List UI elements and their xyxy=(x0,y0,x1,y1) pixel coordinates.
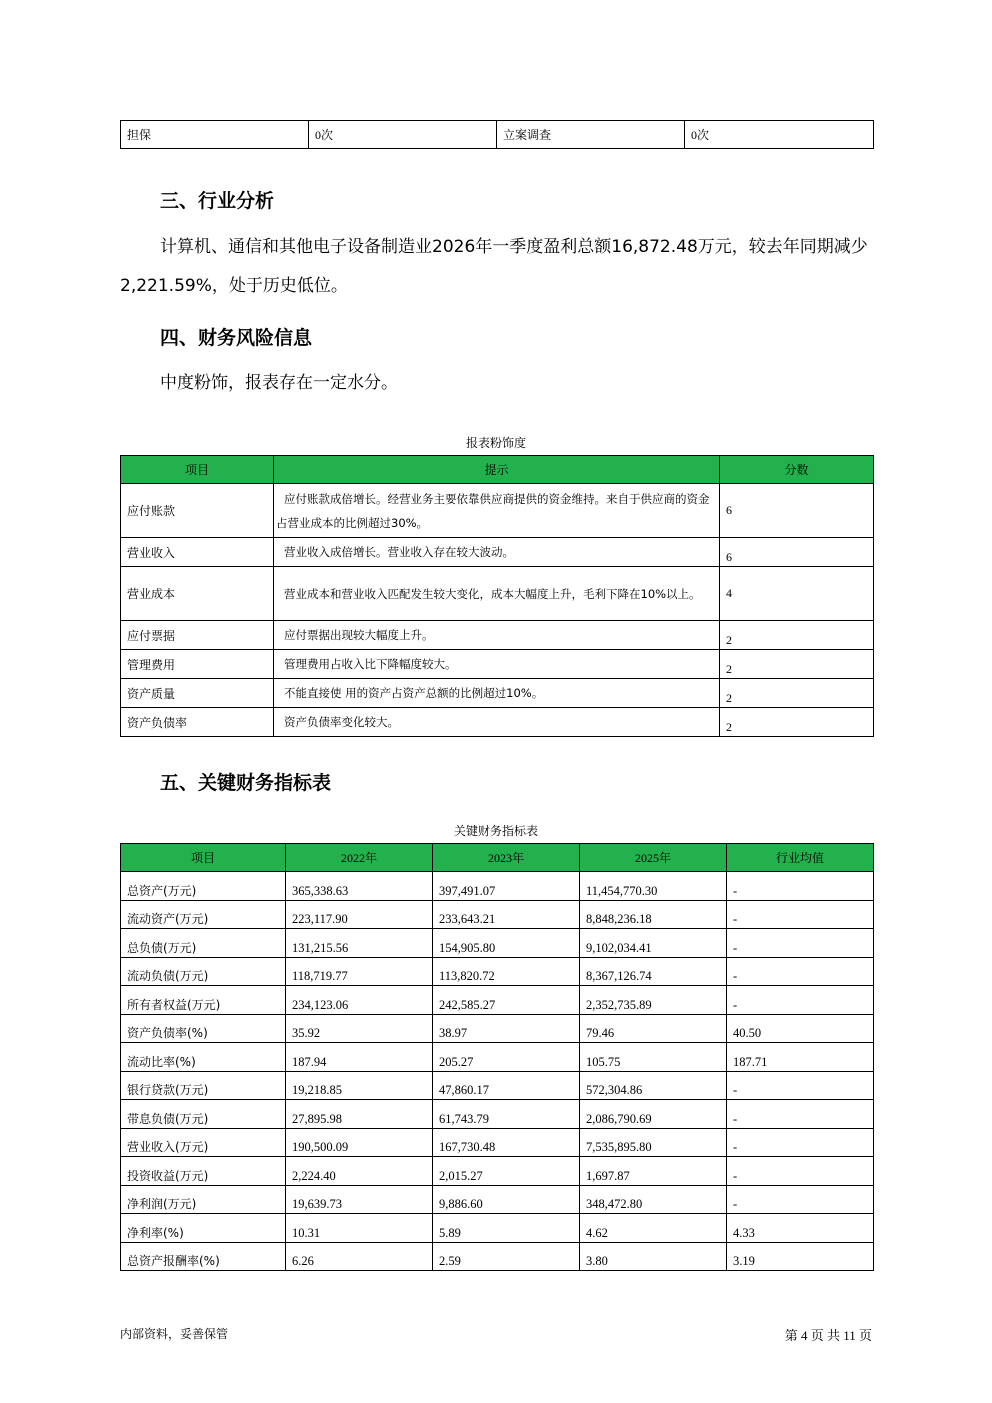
column-header: 2025年 xyxy=(580,844,727,872)
table-row xyxy=(121,708,874,737)
metric-value-cell: 190,500.09 xyxy=(286,1128,433,1157)
metric-value-cell: 8,848,236.18 xyxy=(580,900,727,929)
metric-value-cell: 4.33 xyxy=(727,1214,874,1243)
metric-value-cell: 40.50 xyxy=(727,1014,874,1043)
table-row xyxy=(121,484,874,538)
metric-value-cell: 9,886.60 xyxy=(433,1185,580,1214)
metric-value-cell: 223,117.90 xyxy=(286,900,433,929)
metric-value-cell: 19,639.73 xyxy=(286,1185,433,1214)
tip-cell: 应付票据出现较大幅度上升。 xyxy=(274,621,720,650)
table-row xyxy=(121,1185,874,1214)
score-cell: 6 xyxy=(720,538,874,567)
metric-value-cell: 19,218.85 xyxy=(286,1071,433,1100)
score-cell: 2 xyxy=(720,679,874,708)
table-row xyxy=(121,1043,874,1072)
score-cell: 2 xyxy=(720,621,874,650)
column-header: 分数 xyxy=(720,456,874,484)
metric-value-cell: 35.92 xyxy=(286,1014,433,1043)
table-row xyxy=(121,121,874,149)
table-row xyxy=(121,1242,874,1271)
metric-value-cell: 205.27 xyxy=(433,1043,580,1072)
table-caption: 关键财务指标表 xyxy=(453,824,538,838)
item-cell: 资产负债率 xyxy=(121,708,274,737)
table-row xyxy=(121,621,874,650)
metric-value-cell: 2,086,790.69 xyxy=(580,1100,727,1129)
table-row xyxy=(121,1071,874,1100)
metric-value-cell: 1,697.87 xyxy=(580,1157,727,1186)
metric-name-cell: 投资收益(万元) xyxy=(121,1157,286,1186)
metric-value-cell: - xyxy=(727,872,874,901)
table-row xyxy=(121,679,874,708)
metric-value-cell: 79.46 xyxy=(580,1014,727,1043)
score-cell: 2 xyxy=(720,650,874,679)
item-cell: 应付账款 xyxy=(121,484,274,538)
item-cell: 营业收入 xyxy=(121,538,274,567)
column-header: 行业均值 xyxy=(727,844,874,872)
footer-confidential: 内部资料，妥善保管 xyxy=(120,1327,229,1341)
metric-value-cell: 9,102,034.41 xyxy=(580,929,727,958)
item-cell: 应付票据 xyxy=(121,621,274,650)
table-row xyxy=(121,957,874,986)
metric-value-cell: - xyxy=(727,1157,874,1186)
table-row xyxy=(121,900,874,929)
item-cell: 营业成本 xyxy=(121,567,274,621)
metric-value-cell: 27,895.98 xyxy=(286,1100,433,1129)
industry-paragraph: 计算机、通信和其他电子设备制造业2026年一季度盈利总额16,872.48万元，较去年同期减少2,221.59%，处于历史低位。 xyxy=(120,237,868,296)
table-row xyxy=(121,567,874,621)
column-header: 2022年 xyxy=(286,844,433,872)
metric-value-cell: - xyxy=(727,1100,874,1129)
metric-name-cell: 净利润(万元) xyxy=(121,1185,286,1214)
metric-value-cell: 365,338.63 xyxy=(286,872,433,901)
column-header: 项目 xyxy=(121,456,274,484)
risk-table xyxy=(120,455,874,737)
table-cell: 0次 xyxy=(309,121,497,149)
table-cell: 0次 xyxy=(685,121,874,149)
metric-name-cell: 营业收入(万元) xyxy=(121,1128,286,1157)
metric-value-cell: 47,860.17 xyxy=(433,1071,580,1100)
table-row xyxy=(121,1214,874,1243)
metric-value-cell: 572,304.86 xyxy=(580,1071,727,1100)
metric-name-cell: 流动负债(万元) xyxy=(121,957,286,986)
metric-value-cell: - xyxy=(727,900,874,929)
metric-value-cell: 8,367,126.74 xyxy=(580,957,727,986)
risk-paragraph: 中度粉饰，报表存在一定水分。 xyxy=(160,373,398,393)
table-cell: 担保 xyxy=(121,121,309,149)
metric-name-cell: 流动比率(%) xyxy=(121,1043,286,1072)
score-cell: 6 xyxy=(720,484,874,538)
table-caption: 报表粉饰度 xyxy=(465,436,526,450)
metric-value-cell: 3.19 xyxy=(727,1242,874,1271)
table-header-row xyxy=(121,844,874,872)
tip-cell: 营业收入成倍增长。营业收入存在较大波动。 xyxy=(274,538,720,567)
metric-value-cell: 11,454,770.30 xyxy=(580,872,727,901)
table-header-row xyxy=(121,456,874,484)
metric-value-cell: 10.31 xyxy=(286,1214,433,1243)
metric-name-cell: 银行贷款(万元) xyxy=(121,1071,286,1100)
metric-name-cell: 总资产(万元) xyxy=(121,872,286,901)
guarantee-table xyxy=(120,120,874,149)
metric-value-cell: - xyxy=(727,1071,874,1100)
metric-value-cell: 234,123.06 xyxy=(286,986,433,1015)
metric-value-cell: 4.62 xyxy=(580,1214,727,1243)
metric-value-cell: 242,585.27 xyxy=(433,986,580,1015)
item-cell: 资产质量 xyxy=(121,679,274,708)
score-cell: 4 xyxy=(720,567,874,621)
table-row xyxy=(121,872,874,901)
table-row xyxy=(121,1100,874,1129)
metric-value-cell: 105.75 xyxy=(580,1043,727,1072)
metric-name-cell: 总资产报酬率(%) xyxy=(121,1242,286,1271)
metric-value-cell: 61,743.79 xyxy=(433,1100,580,1129)
table-row xyxy=(121,1157,874,1186)
metric-value-cell: - xyxy=(727,1185,874,1214)
metric-name-cell: 总负债(万元) xyxy=(121,929,286,958)
item-cell: 管理费用 xyxy=(121,650,274,679)
metric-value-cell: 118,719.77 xyxy=(286,957,433,986)
metric-value-cell: 397,491.07 xyxy=(433,872,580,901)
metric-name-cell: 净利率(%) xyxy=(121,1214,286,1243)
table-row xyxy=(121,1014,874,1043)
metric-value-cell: 2,015.27 xyxy=(433,1157,580,1186)
metric-value-cell: 187.94 xyxy=(286,1043,433,1072)
metric-value-cell: 2,352,735.89 xyxy=(580,986,727,1015)
table-cell: 立案调查 xyxy=(497,121,685,149)
footer-page-number: 第 4 页 共 11 页 xyxy=(784,1328,872,1343)
metric-value-cell: - xyxy=(727,929,874,958)
column-header: 提示 xyxy=(274,456,720,484)
section-heading-risk: 四、财务风险信息 xyxy=(160,327,313,349)
metric-name-cell: 流动资产(万元) xyxy=(121,900,286,929)
metric-value-cell: - xyxy=(727,986,874,1015)
section-heading-industry: 三、行业分析 xyxy=(160,190,275,212)
table-row xyxy=(121,650,874,679)
metric-value-cell: 7,535,895.80 xyxy=(580,1128,727,1157)
column-header: 项目 xyxy=(121,844,286,872)
metric-value-cell: 187.71 xyxy=(727,1043,874,1072)
tip-cell: 应付账款成倍增长。经营业务主要依靠供应商提供的资金维持。来自于供应商的资金占营业成本的比例超过30%。 xyxy=(274,484,720,538)
metric-value-cell: 38.97 xyxy=(433,1014,580,1043)
metric-value-cell: 154,905.80 xyxy=(433,929,580,958)
score-cell: 2 xyxy=(720,708,874,737)
metric-value-cell: - xyxy=(727,1128,874,1157)
metric-value-cell: 167,730.48 xyxy=(433,1128,580,1157)
tip-cell: 营业成本和营业收入匹配发生较大变化，成本大幅度上升，毛利下降在10%以上。 xyxy=(274,567,720,621)
metric-name-cell: 资产负债率(%) xyxy=(121,1014,286,1043)
table-row xyxy=(121,1128,874,1157)
metric-value-cell: 5.89 xyxy=(433,1214,580,1243)
metric-value-cell: 233,643.21 xyxy=(433,900,580,929)
metric-value-cell: 113,820.72 xyxy=(433,957,580,986)
metric-value-cell: 3.80 xyxy=(580,1242,727,1271)
tip-cell: 资产负债率变化较大。 xyxy=(274,708,720,737)
metric-name-cell: 带息负债(万元) xyxy=(121,1100,286,1129)
column-header: 2023年 xyxy=(433,844,580,872)
metric-value-cell: 131,215.56 xyxy=(286,929,433,958)
kpi-table xyxy=(120,843,874,1271)
table-row xyxy=(121,986,874,1015)
metric-name-cell: 所有者权益(万元) xyxy=(121,986,286,1015)
tip-cell: 不能直接使 用的资产占资产总额的比例超过10%。 xyxy=(274,679,720,708)
section-heading-kpi: 五、关键财务指标表 xyxy=(160,772,332,794)
tip-cell: 管理费用占收入比下降幅度较大。 xyxy=(274,650,720,679)
table-row xyxy=(121,929,874,958)
metric-value-cell: 2.59 xyxy=(433,1242,580,1271)
metric-value-cell: 2,224.40 xyxy=(286,1157,433,1186)
metric-value-cell: 348,472.80 xyxy=(580,1185,727,1214)
table-row xyxy=(121,538,874,567)
metric-value-cell: 6.26 xyxy=(286,1242,433,1271)
metric-value-cell: - xyxy=(727,957,874,986)
